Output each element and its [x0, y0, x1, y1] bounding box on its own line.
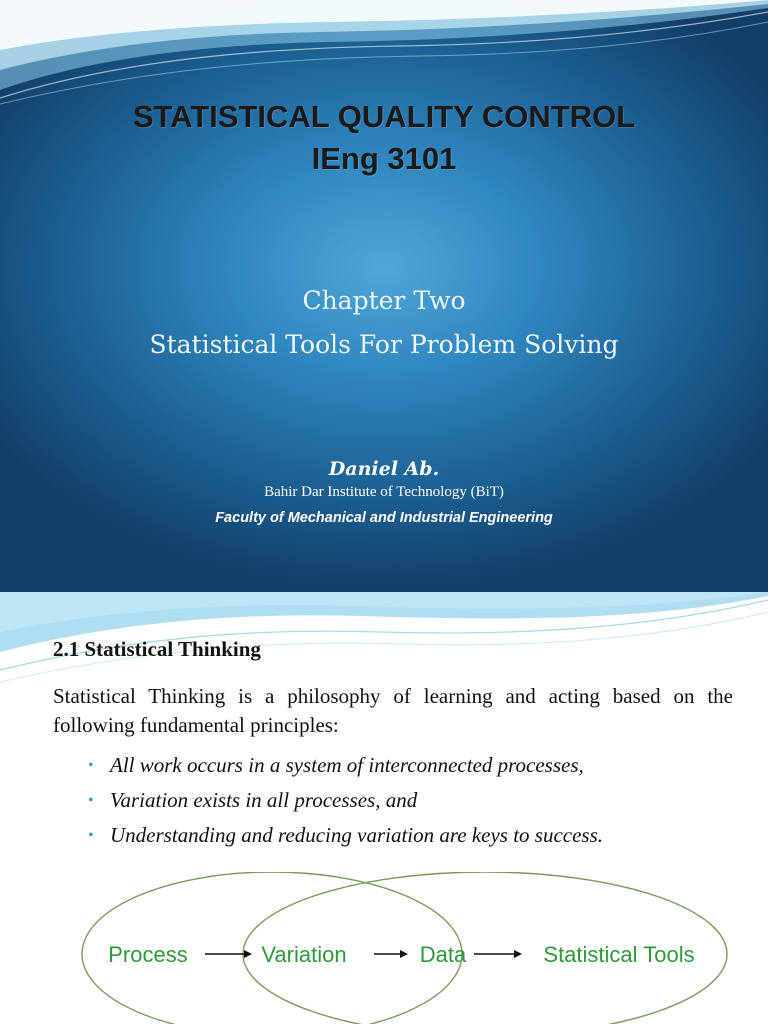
content-slide [0, 592, 768, 1024]
statistical-thinking-diagram [0, 872, 768, 1024]
course-title: STATISTICAL QUALITY CONTROL [132, 99, 636, 134]
list-item: • Understanding and reducing variation are keys to success. [88, 818, 603, 853]
node-variation: Variation [261, 942, 347, 967]
principles-list [88, 748, 603, 853]
list-item: • Variation exists in all processes, and [88, 783, 603, 818]
institution-name: Bahir Dar Institute of Technology (BiT) [264, 484, 504, 500]
author-name: Daniel Ab. [328, 458, 440, 480]
node-statistical-tools: Statistical Tools [543, 942, 695, 967]
arrow-icon [474, 950, 522, 958]
node-process: Process [108, 942, 188, 967]
list-item: • All work occurs in a system of interconnected processes, [88, 748, 603, 783]
section-heading: 2.1 Statistical Thinking [53, 637, 261, 661]
chapter-title: Statistical Tools For Problem Solving [149, 330, 619, 359]
top-wave-decoration [0, 0, 768, 110]
bullet-icon: • [88, 757, 94, 774]
node-data: Data [419, 942, 467, 967]
course-code: IEng 3101 [311, 141, 457, 176]
arrow-icon [205, 950, 252, 958]
chapter-label: Chapter Two [302, 286, 466, 315]
intro-paragraph: Statistical Thinking is a philosophy of learning and acting based on the following fundamental principles: [53, 684, 733, 737]
bullet-icon: • [88, 827, 94, 844]
arrow-icon [374, 950, 408, 958]
faculty-name: Faculty of Mechanical and Industrial Engineering [215, 510, 553, 526]
bullet-icon: • [88, 792, 94, 809]
